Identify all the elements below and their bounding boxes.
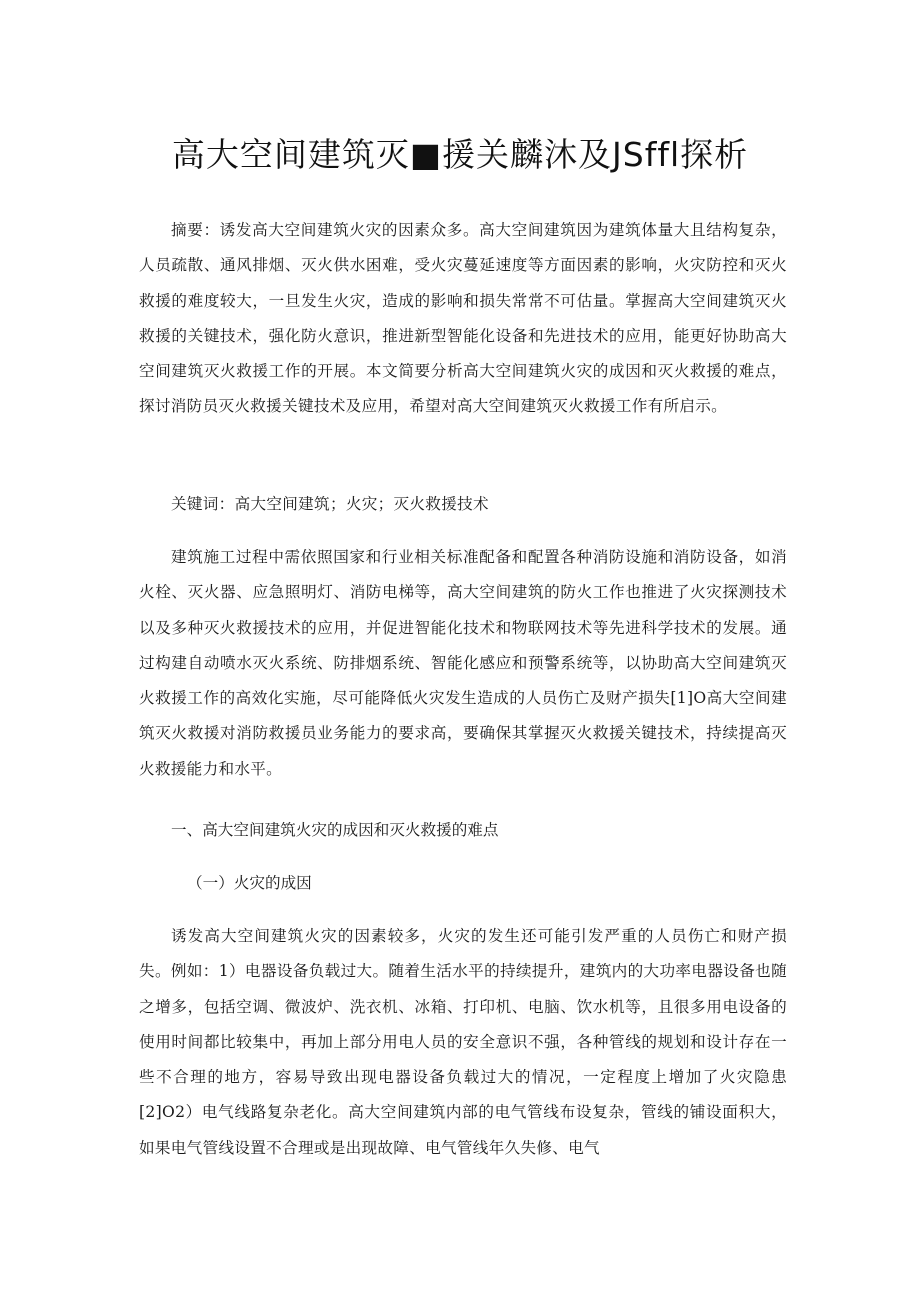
- subsection-heading: （一）火灾的成因: [187, 874, 312, 892]
- abstract-paragraph: 摘要：诱发高大空间建筑火灾的因素众多。高大空间建筑因为建筑体量大且结构复杂，人员疏散、通风排烟、灭火供水困难，受火灾蔓延速度等方面因素的影响，火灾防控和灭火救援的难度较大，一旦发生火灾，造成的影响和损失常常不可估量。掌握高大空间建筑灭火救援的关键技术，强化防火意识，推进新型智能化设备和先进技术的应用，能更好协助高大空间建筑灭火救援工作的开展。本文简要分析高大空间建筑火灾的成因和灭火救援的难点，探讨消防员灭火救援关键技术及应用，希望对高大空间建筑灭火救援工作有所启示。: [139, 221, 787, 416]
- intro-paragraph: 建筑施工过程中需依照国家和行业相关标准配备和配置各种消防设施和消防设备，如消火栓、灭火器、应急照明灯、消防电梯等，高大空间建筑的防火工作也推进了火灾探测技术以及多种灭火救援技术的应用，并促进智能化技术和物联网技术等先进科学技术的发展。通过构建自动喷水灭火系统、防排烟系统、智能化感应和预警系统等，以协助高大空间建筑灭火救援工作的高效化实施，尽可能降低火灾发生造成的人员伤亡及财产损失[1]O高大空间建筑灭火救援对消防救援员业务能力的要求高，要确保其掌握灭火救援关键技术，持续提高灭火救援能力和水平。: [139, 548, 787, 778]
- body-paragraph: 诱发高大空间建筑火灾的因素较多，火灾的发生还可能引发严重的人员伤亡和财产损失。例如：1）电器设备负载过大。随着生活水平的持续提升，建筑内的大功率电器设备也随之增多，包括空调、微波炉、洗衣机、冰箱、打印机、电脑、饮水机等，且很多用电设备的使用时间都比较集中，再加上部分用电人员的安全意识不强，各种管线的规划和设计存在一些不合理的地方，容易导致出现电器设备负载过大的情况，一定程度上增加了火灾隐患[2]O2）电气线路复杂老化。高大空间建筑内部的电气管线布设复杂，管线的铺设面积大，如果电气管线设置不合理或是出现故障、电气管线年久失修、电气: [139, 927, 787, 1157]
- keywords-line: 关键词：高大空间建筑；火灾；灭火救援技术: [171, 495, 489, 513]
- section-heading: 一、高大空间建筑火灾的成因和灭火救援的难点: [171, 821, 499, 839]
- document-title: 高大空间建筑灭■援关麟沐及JSffl探析: [171, 135, 749, 174]
